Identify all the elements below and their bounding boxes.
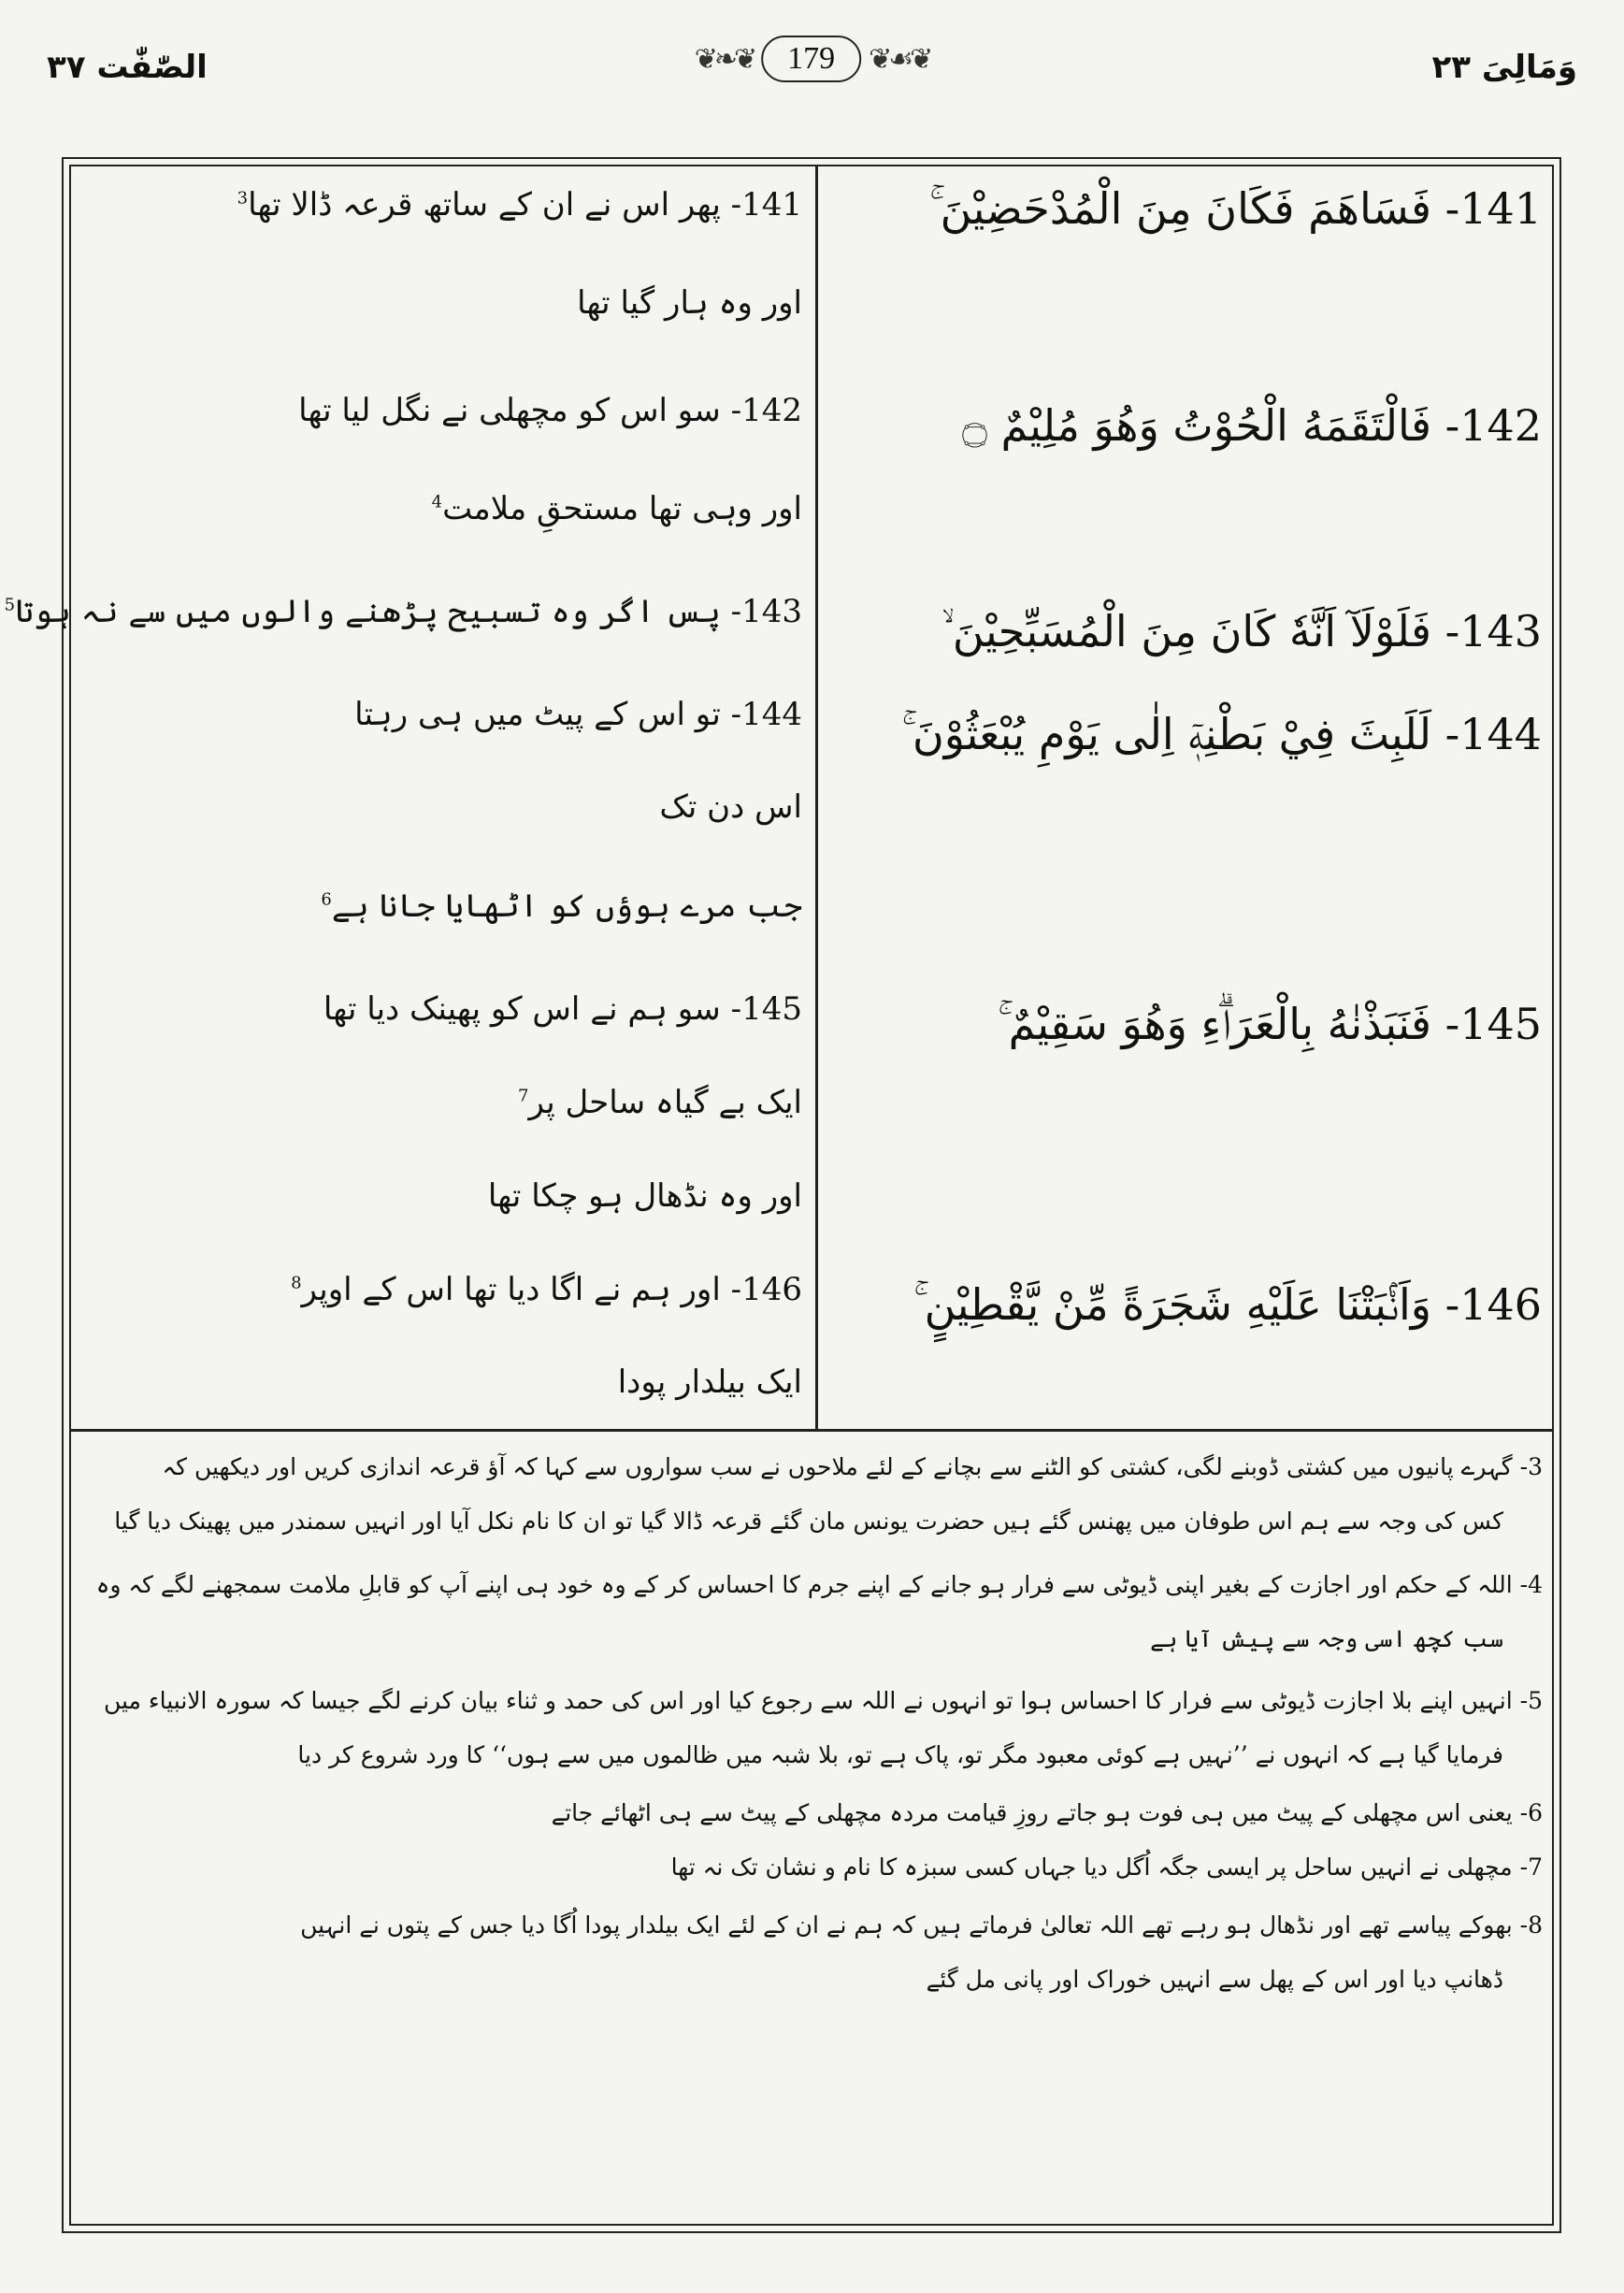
- arabic-verse-146: 146- وَاَنْۢبَتْنَا عَلَيْهِ شَجَرَةً مِّنْ يَّقْطِيْنٍ ۚ: [913, 1279, 1542, 1330]
- urdu-line: اور وہ نڈھال ہو چکا تھا: [487, 1177, 802, 1215]
- footnote-line: 7- مچھلی نے انہیں ساحل پر ایسی جگہ اُگل دیا جہاں کسی سبزہ کا نام و نشان تک نہ تھا: [670, 1853, 1543, 1881]
- juz-name: وَمَالِیَ ۲۳: [1431, 49, 1577, 86]
- footnote-line: 8- بھوکے پیاسے تھے اور نڈھال ہو رہے تھے اللہ تعالیٰ فرماتے ہیں کہ ہم نے ان کے لئے ایک بیلدار پودا اُگا دیا جس کے پتوں نے انہیں: [300, 1911, 1543, 1939]
- footnote-line: 5- انہیں اپنے بلا اجازت ڈیوٹی سے فرار کا احساس ہوا تو انہوں نے اللہ سے رجوع کیا اور اس کی حمد و ثناء بیان کرنے لگے جیسا کہ سورہ الانبیاء میں: [103, 1687, 1543, 1714]
- floral-ornament-right-icon: ❦☙❦: [869, 42, 930, 76]
- footnote-line: 4- اللہ کے حکم اور اجازت کے بغیر اپنی ڈیوٹی سے فرار ہو جانے کے اپنے جرم کا احساس کر کے وہ خود ہی اپنے آپ کو قابلِ ملامت سمجھنے لگے کہ وہ: [95, 1571, 1543, 1598]
- footnote-line: فرمایا گیا ہے کہ انہوں نے ’’نہیں ہے کوئی معبود مگر تو، پاک ہے تو، بلا شبہ میں ظالموں میں سے ہوں‘‘ کا ورد شروع کر دیا: [297, 1741, 1503, 1768]
- urdu-line: 146- اور ہم نے اگا دیا تھا اس کے اوپر$^8$: [291, 1271, 802, 1308]
- arabic-verse-143: 143- فَلَوْلَآ اَنَّهٗ كَانَ مِنَ الْمُسَبِّحِيْنَ ۙ: [941, 606, 1542, 656]
- page-frame-inner: [4, 165, 1554, 2226]
- page-frame: [4, 157, 1561, 2233]
- page-number-ornament: [695, 36, 930, 82]
- urdu-line: اس دن تک: [659, 788, 802, 826]
- footnotes-section: [71, 1433, 1552, 2224]
- urdu-line: اور وہ ہار گیا تھا: [577, 284, 802, 322]
- footnote-ref: 4: [431, 492, 443, 512]
- footnote-ref: 8: [291, 1273, 302, 1293]
- urdu-line: جب مرے ہوؤں کو اٹھایا جانا ہے$^6$: [321, 887, 802, 925]
- footnote-line: کس کی وجہ سے ہم اس طوفان میں پھنس گئے ہیں حضرت یونس مان گئے قرعہ ڈالا گیا تو ان کا نام نکل آیا اور انہیں سمندر میں پھینک دیا گیا: [114, 1507, 1503, 1535]
- footnote-ref: 3: [237, 188, 249, 209]
- urdu-line: اور وہی تھا مستحقِ ملامت$^4$: [431, 490, 802, 527]
- urdu-line: 141- پھر اس نے ان کے ساتھ قرعہ ڈالا تھا$^3$: [237, 186, 802, 224]
- floral-ornament-left-icon: ❦❧❦: [694, 42, 755, 76]
- arabic-verses-column: [822, 166, 1549, 1429]
- column-divider: [815, 166, 818, 1429]
- footnote-ref: 6: [321, 889, 332, 910]
- footnote-line: 3- گہرے پانیوں میں کشتی ڈوبنے لگی، کشتی کو الٹنے سے بچانے کے لئے ملاحوں نے سب سواروں سے کہا کہ آؤ قرعہ اندازی کریں اور دیکھیں کہ: [162, 1453, 1543, 1480]
- urdu-line: ایک بے گیاہ ساحل پر$^7$: [518, 1084, 802, 1121]
- urdu-line: 142- سو اس کو مچھلی نے نگل لیا تھا: [298, 392, 802, 429]
- arabic-verse-144: 144- لَلَبِثَ فِيْ بَطْنِهٖٓ اِلٰى يَوْمِ يُبْعَثُوْنَ ۚ: [901, 709, 1542, 759]
- footnote-line: ڈھانپ دیا اور اس کے پھل سے انہیں خوراک اور پانی مل گئے: [926, 1966, 1503, 1993]
- urdu-line: ایک بیلدار پودا: [617, 1363, 802, 1401]
- page-number: 179: [761, 36, 861, 82]
- urdu-translation-column: [4, 166, 810, 1429]
- arabic-verse-141: 141- فَسَاهَمَ فَكَانَ مِنَ الْمُدْحَضِيْنَ ۚ: [929, 183, 1542, 234]
- footnote-divider: [71, 1429, 1552, 1432]
- footnote-line: 6- یعنی اس مچھلی کے پیٹ میں ہی فوت ہو جاتے روزِ قیامت مردہ مچھلی کے پیٹ سے ہی اٹھائے جاتے: [551, 1799, 1543, 1826]
- footnote-ref: 7: [518, 1086, 529, 1106]
- urdu-line: 145- سو ہم نے اس کو پھینک دیا تھا: [323, 990, 802, 1028]
- footnote-line: سب کچھ اسی وجہ سے پیش آیا ہے: [1150, 1625, 1503, 1652]
- footnote-ref: 5: [4, 595, 16, 615]
- surah-name: الصّٰفّٰت ۳۷: [47, 49, 208, 86]
- arabic-verse-145: 145- فَنَبَذْنٰهُ بِالْعَرَاۗءِ وَهُوَ سَقِيْمٌ ۚ: [998, 999, 1542, 1049]
- page-header: [37, 36, 1587, 110]
- urdu-line: 143- پس اگر وہ تسبیح پڑھنے والوں میں سے نہ ہوتا$^5$: [4, 593, 802, 630]
- arabic-verse-142: 142- فَالْتَقَمَهُ الْحُوْتُ وَهُوَ مُلِيْمٌ ۝: [961, 400, 1542, 451]
- urdu-line: 144- تو اس کے پیٹ میں ہی رہتا: [354, 696, 802, 733]
